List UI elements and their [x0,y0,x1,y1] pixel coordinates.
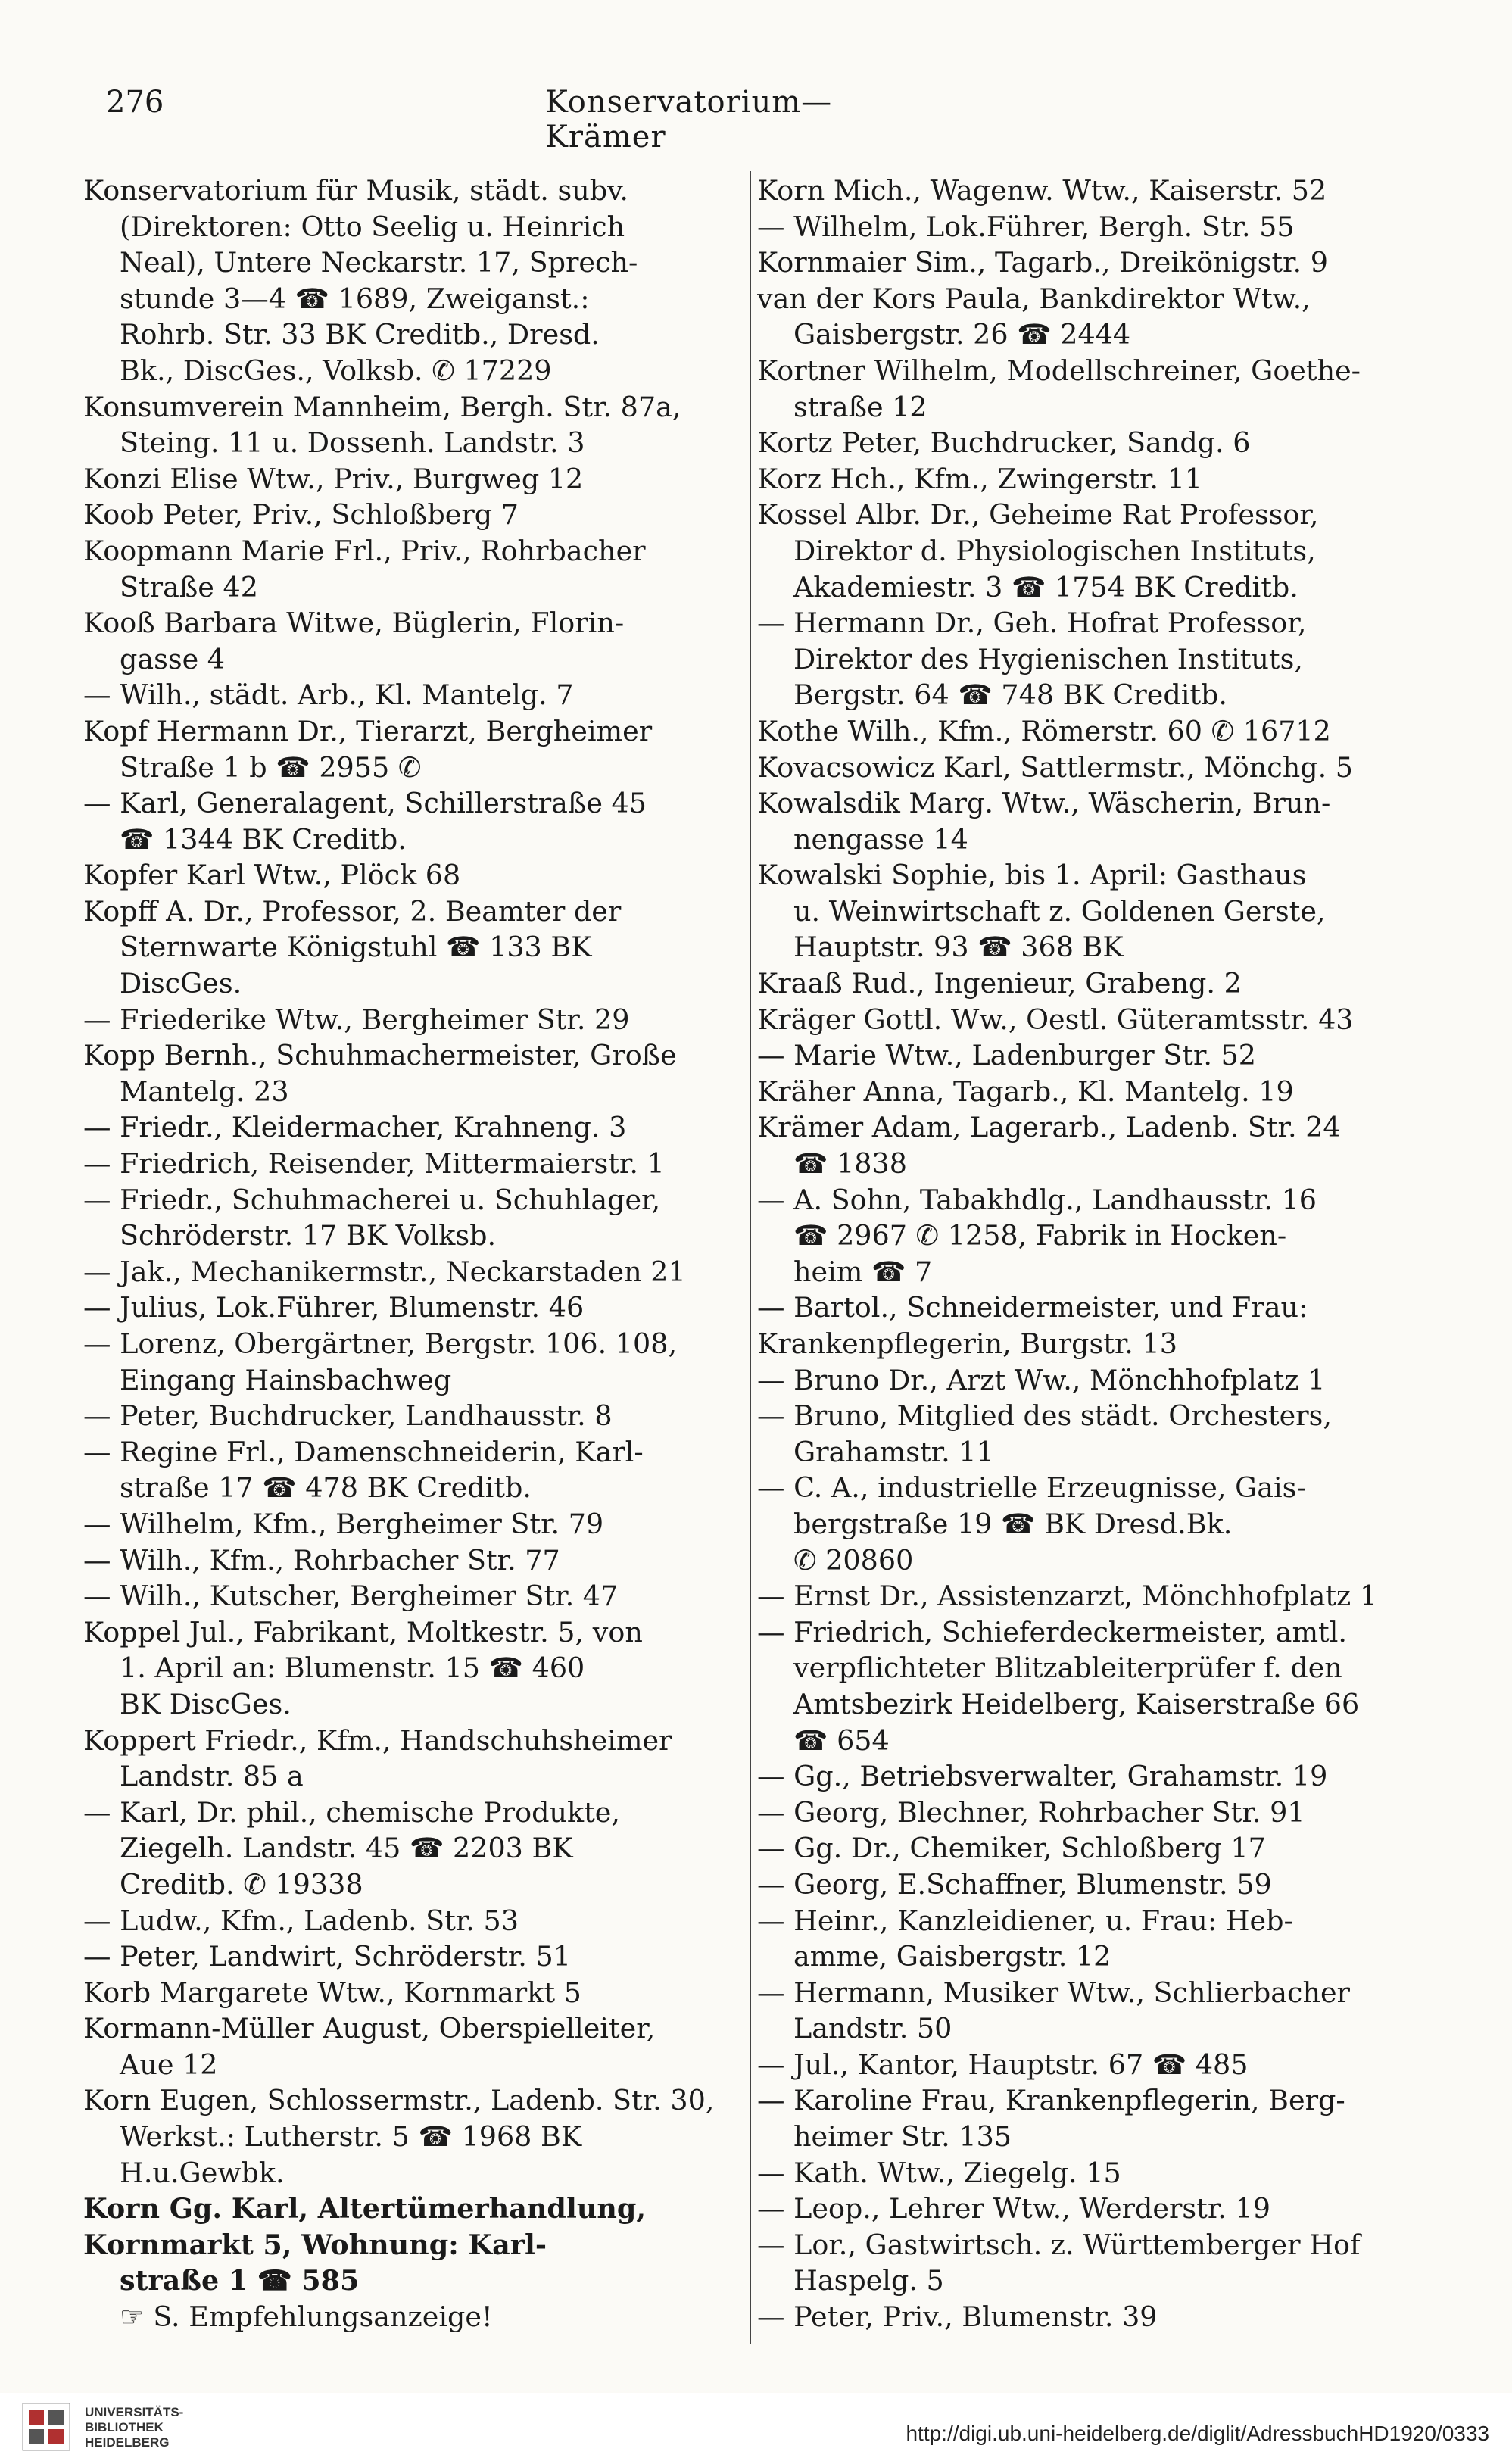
directory-entry-line: Akademiestr. 3 ☎ 1754 BK Creditb. [793,570,1298,604]
directory-entry-line: — Marie Wtw., Ladenburger Str. 52 [757,1039,1257,1072]
directory-entry-line: — Friedr., Schuhmacherei u. Schuhlager, [83,1183,661,1216]
directory-entry-line: Kopp Bernh., Schuhmachermeister, Große [83,1039,677,1072]
directory-entry-line: Straße 42 [120,570,258,604]
directory-entry-line: Werkst.: Lutherstr. 5 ☎ 1968 BK [120,2120,582,2154]
directory-entry-line: — Wilh., Kutscher, Bergheimer Str. 47 [83,1580,619,1613]
directory-entry-line: Bergstr. 64 ☎ 748 BK Creditb. [793,678,1228,712]
directory-entry-line: Kovacsowicz Karl, Sattlermstr., Mönchg. 5 [757,750,1354,784]
directory-entry-line: nengasse 14 [793,822,968,856]
directory-entry-line: — Lor., Gastwirtsch. z. Württemberger Hof [757,2228,1361,2261]
directory-entry-line: Sternwarte Königstuhl ☎ 133 BK [120,931,592,964]
directory-entry-line: Aue 12 [120,2048,218,2081]
directory-entry-line: Kothe Wilh., Kfm., Römerstr. 60 ✆ 16712 [757,714,1331,747]
directory-entry-line: — Karl, Generalagent, Schillerstraße 45 [83,787,647,820]
directory-entry-line: — Heinr., Kanzleidiener, u. Frau: Heb- [757,1904,1293,1937]
directory-entry-line: — Kath. Wtw., Ziegelg. 15 [757,2156,1121,2189]
directory-entry-line: ☎ 1838 [793,1147,907,1181]
directory-entry-line: Steing. 11 u. Dossenh. Landstr. 3 [120,426,585,460]
directory-entry-line: — A. Sohn, Tabakhdlg., Landhausstr. 16 [757,1183,1317,1216]
directory-entry-line: — Karl, Dr. phil., chemische Produkte, [83,1795,620,1829]
university-library-logo-icon [21,2402,71,2452]
directory-entry-line: — Friedr., Kleidermacher, Krahneng. 3 [83,1111,627,1144]
directory-entry-line: — C. A., industrielle Erzeugnisse, Gais- [757,1471,1306,1505]
directory-entry-line: heim ☎ 7 [793,1255,933,1288]
directory-entry-line: Kormann-Müller August, Oberspielleiter, [83,2012,656,2045]
directory-entry-line: — Bartol., Schneidermeister, und Frau: [757,1291,1308,1324]
library-name-line: BIBLIOTHEK [85,2420,164,2434]
directory-entry-line: — Wilh., städt. Arb., Kl. Mantelg. 7 [83,678,574,712]
directory-entry-line: — Hermann Dr., Geh. Hofrat Professor, [757,607,1307,640]
directory-entry-line: Korn Eugen, Schlossermstr., Ladenb. Str. 30, [83,2084,715,2117]
directory-entry-line: verpflichteter Blitzableiterprüfer f. den [793,1652,1342,1685]
directory-entry-line: — Georg, Blechner, Rohrbacher Str. 91 [757,1795,1305,1829]
library-name-line: HEIDELBERG [85,2435,170,2450]
directory-entry-line: Krankenpflegerin, Burgstr. 13 [757,1327,1177,1360]
directory-entry-line: — Friedrich, Reisender, Mittermaierstr. 1 [83,1147,665,1181]
directory-entry-line: Krämer Adam, Lagerarb., Ladenb. Str. 24 [757,1111,1341,1144]
directory-entry-line: DiscGes. [120,967,242,1000]
directory-entry-line: Konzi Elise Wtw., Priv., Burgweg 12 [83,462,584,495]
directory-entry-line: Korb Margarete Wtw., Kornmarkt 5 [83,1976,581,2009]
directory-entry-line: — Gg., Betriebsverwalter, Grahamstr. 19 [757,1760,1328,1793]
directory-entry-line: Korn Mich., Wagenw. Wtw., Kaiserstr. 52 [757,174,1327,207]
directory-entry-line: Kopfer Karl Wtw., Plöck 68 [83,859,461,892]
directory-entry-line: straße 12 [793,390,927,423]
directory-entry-line: — Hermann, Musiker Wtw., Schlierbacher [757,1976,1351,2009]
directory-entry-line: Rohrb. Str. 33 BK Creditb., Dresd. [120,318,600,351]
directory-entry-line: amme, Gaisbergstr. 12 [793,1940,1111,1973]
directory-entry-line: Konservatorium für Musik, städt. subv. [83,174,628,207]
directory-entry-line: Koob Peter, Priv., Schloßberg 7 [83,498,519,532]
directory-entry-line: Schröderstr. 17 BK Volksb. [120,1219,497,1252]
directory-entry-line: ☎ 2967 ✆ 1258, Fabrik in Hocken- [793,1219,1287,1252]
directory-entry-line: Koopmann Marie Frl., Priv., Rohrbacher [83,534,646,567]
directory-entry-line: — Julius, Lok.Führer, Blumenstr. 46 [83,1291,585,1324]
directory-entry-line: — Ernst Dr., Assistenzarzt, Mönchhofplatz 1 [757,1580,1378,1613]
directory-entry-line: Eingang Hainsbachweg [120,1363,452,1396]
directory-entry-line: Kowalsdik Marg. Wtw., Wäscherin, Brun- [757,787,1331,820]
directory-entry-line: — Jul., Kantor, Hauptstr. 67 ☎ 485 [757,2048,1249,2081]
directory-entry-line: H.u.Gewbk. [120,2156,285,2189]
directory-entry-line: Kräher Anna, Tagarb., Kl. Mantelg. 19 [757,1075,1294,1108]
directory-entry-line: — Ludw., Kfm., Ladenb. Str. 53 [83,1904,519,1937]
page-header [106,85,939,154]
directory-entry-line: — Bruno, Mitglied des städt. Orchesters, [757,1399,1332,1433]
directory-entry-line: Kortz Peter, Buchdrucker, Sandg. 6 [757,426,1251,460]
directory-entry-line: — Regine Frl., Damenschneiderin, Karl- [83,1435,644,1468]
directory-entry-line: Direktor des Hygienischen Instituts, [793,642,1303,675]
directory-entry-line: Kraaß Rud., Ingenieur, Grabeng. 2 [757,967,1242,1000]
directory-entry-line: BK DiscGes. [120,1687,291,1720]
directory-entry-line: — Peter, Landwirt, Schröderstr. 51 [83,1940,571,1973]
directory-entry-line: Neal), Untere Neckarstr. 17, Sprech- [120,246,638,279]
directory-entry-line: Konsumverein Mannheim, Bergh. Str. 87a, [83,390,681,423]
directory-entry-line: — Peter, Buchdrucker, Landhausstr. 8 [83,1399,613,1433]
directory-entry-line: Haspelg. 5 [793,2264,944,2297]
directory-entry-line: — Wilhelm, Lok.Führer, Bergh. Str. 55 [757,210,1295,243]
directory-entry-line: Kooß Barbara Witwe, Büglerin, Florin- [83,607,625,640]
directory-entry-line: Korz Hch., Kfm., Zwingerstr. 11 [757,462,1203,495]
left-column [83,173,742,2335]
directory-entry-line: — Friederike Wtw., Bergheimer Str. 29 [83,1003,630,1036]
directory-entry-line: — Wilhelm, Kfm., Bergheimer Str. 79 [83,1507,604,1540]
directory-entry-line: gasse 4 [120,642,226,675]
directory-entry-line: Straße 1 b ☎ 2955 ✆ [120,750,422,784]
directory-entry-line: Hauptstr. 93 ☎ 368 BK [793,931,1124,964]
directory-entry-line: — Friedrich, Schieferdeckermeister, amtl. [757,1615,1347,1648]
directory-entry-line: van der Kors Paula, Bankdirektor Wtw., [757,282,1311,315]
directory-entry-line: Landstr. 85 a [120,1760,304,1793]
directory-entry-line: Kornmaier Sim., Tagarb., Dreikönigstr. 9 [757,246,1328,279]
directory-entry-line: Grahamstr. 11 [793,1435,994,1468]
directory-entry-line: Landstr. 50 [793,2012,952,2045]
directory-entry-line: Kopf Hermann Dr., Tierarzt, Bergheimer [83,714,653,747]
directory-entry-line: Gaisbergstr. 26 ☎ 2444 [793,318,1131,351]
directory-entry-line: Creditb. ✆ 19338 [120,1867,363,1901]
directory-entry-line: Korn Gg. Karl, Altertümerhandlung, [83,2192,647,2226]
directory-entry-line: (Direktoren: Otto Seelig u. Heinrich [120,210,625,243]
directory-entry-line: Kopff A. Dr., Professor, 2. Beamter der [83,894,622,928]
directory-entry-line: Kossel Albr. Dr., Geheime Rat Professor, [757,498,1319,532]
directory-entry-line: Koppel Jul., Fabrikant, Moltkestr. 5, von [83,1615,643,1648]
directory-entry-line: — Peter, Priv., Blumenstr. 39 [757,2300,1158,2334]
directory-entry-line: Ziegelh. Landstr. 45 ☎ 2203 BK [120,1832,573,1865]
directory-entry-line: ☎ 654 [793,1723,890,1757]
directory-entry-line: Koppert Friedr., Kfm., Handschuhsheimer [83,1723,672,1757]
column-divider [750,171,751,2344]
directory-entry-line: Direktor d. Physiologischen Instituts, [793,534,1316,567]
directory-entry-line: — Georg, E.Schaffner, Blumenstr. 59 [757,1867,1272,1901]
directory-entry-line: straße 1 ☎ 585 [120,2264,360,2297]
directory-entry-line: — Leop., Lehrer Wtw., Werderstr. 19 [757,2192,1270,2226]
directory-entry-line: — Wilh., Kfm., Rohrbacher Str. 77 [83,1543,560,1577]
directory-entry-line: 1. April an: Blumenstr. 15 ☎ 460 [120,1652,585,1685]
running-title: Konservatorium—Krämer [545,85,833,154]
directory-entry-line: straße 17 ☎ 478 BK Creditb. [120,1471,532,1505]
source-url-link[interactable]: http://digi.ub.uni-heidelberg.de/diglit/AdressbuchHD1920/0333 [906,2422,1489,2445]
directory-entry-line: — Karoline Frau, Krankenpflegerin, Berg- [757,2084,1345,2117]
directory-entry-line: ☞ S. Empfehlungsanzeige! [120,2300,493,2334]
directory-entry-line: Kräger Gottl. Ww., Oestl. Güteramtsstr. 43 [757,1003,1354,1036]
directory-entry-line: — Lorenz, Obergärtner, Bergstr. 106. 108, [83,1327,678,1360]
directory-entry-line: — Bruno Dr., Arzt Ww., Mönchhofplatz 1 [757,1363,1326,1396]
page-number: 276 [106,85,164,120]
library-name [85,2405,312,2450]
library-name-line: UNIVERSITÄTS- [85,2405,184,2419]
directory-entry-line: Amtsbezirk Heidelberg, Kaiserstraße 66 [793,1687,1360,1720]
directory-entry-line: u. Weinwirtschaft z. Goldenen Gerste, [793,894,1326,928]
directory-entry-line: ✆ 20860 [793,1543,914,1577]
directory-entry-line: stunde 3—4 ☎ 1689, Zweiganst.: [120,282,590,315]
directory-entry-line: Bk., DiscGes., Volksb. ✆ 17229 [120,354,552,387]
directory-entry-line: Kortner Wilhelm, Modellschreiner, Goethe- [757,354,1361,387]
directory-entry-line: Kowalski Sophie, bis 1. April: Gasthaus [757,859,1307,892]
directory-entry-line: ☎ 1344 BK Creditb. [120,822,407,856]
directory-entry-line: bergstraße 19 ☎ BK Dresd.Bk. [793,1507,1233,1540]
directory-entry-line: Mantelg. 23 [120,1075,289,1108]
right-column [757,173,1416,2335]
directory-entry-line: — Gg. Dr., Chemiker, Schloßberg 17 [757,1832,1266,1865]
directory-entry-line: — Jak., Mechanikermstr., Neckarstaden 21 [83,1255,686,1288]
directory-entry-line: heimer Str. 135 [793,2120,1012,2154]
directory-entry-line: Kornmarkt 5, Wohnung: Karl- [83,2228,547,2261]
